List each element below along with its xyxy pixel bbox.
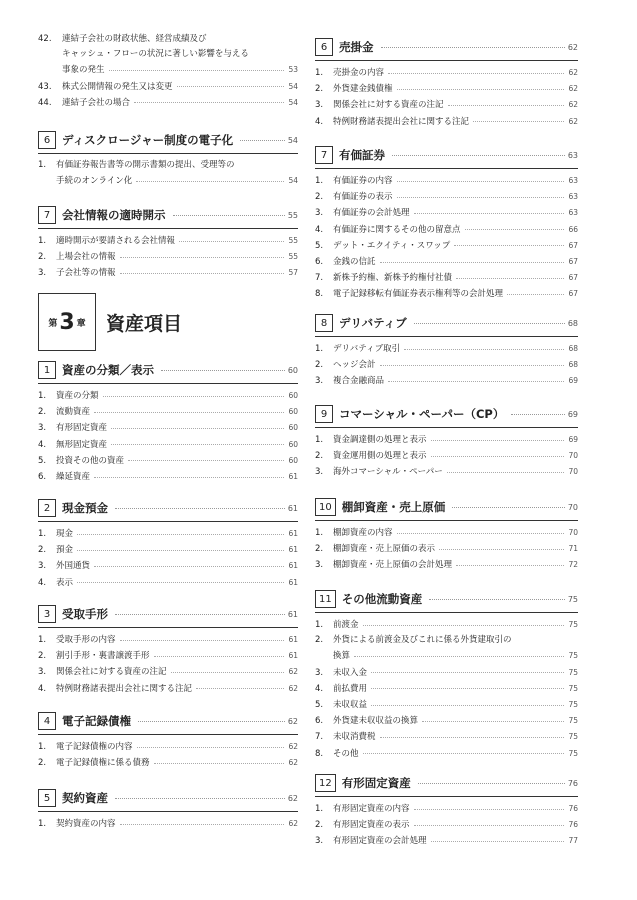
list-item[interactable]: 1. 適時開示が要請される会社情報 55 <box>38 236 298 246</box>
list-item[interactable]: 2. 流動資産 60 <box>38 407 298 418</box>
list-item[interactable]: 1. 有形固定資産の内容 76 <box>315 804 578 814</box>
section-page: 76 <box>567 778 578 788</box>
list-item[interactable]: 3. 有価証券の会計処理 63 <box>315 208 578 219</box>
list-item[interactable]: 6. 繰延資産 61 <box>38 472 298 483</box>
list-item[interactable]: 7. 未収消費税 75 <box>315 732 578 743</box>
section-page: 62 <box>287 716 298 726</box>
section-heading[interactable] <box>315 404 578 424</box>
chapter-title: 資産項目 <box>106 312 183 335</box>
section-heading[interactable] <box>38 711 298 731</box>
list-item[interactable]: 4. 表示 61 <box>38 577 298 588</box>
section-page: 54 <box>287 135 298 145</box>
list-item[interactable]: 3. 関係会社に対する資産の注記 62 <box>315 100 578 111</box>
list-item[interactable]: 2. 預金 61 <box>38 545 298 556</box>
section-page: 60 <box>287 365 298 375</box>
list-item[interactable]: 2. 資金運用側の処理と表示 70 <box>315 451 578 462</box>
section-title: その他流動資産 <box>341 592 423 606</box>
section-page: 69 <box>567 409 578 419</box>
list-item[interactable]: 3. 有形固定資産の会計処理 77 <box>315 836 578 847</box>
section-disclosure-electronic <box>38 130 298 189</box>
section-page: 62 <box>287 793 298 803</box>
list-item[interactable]: 2. 棚卸資産・売上原価の表示 71 <box>315 544 578 555</box>
list-item[interactable]: 5. 投資その他の資産 60 <box>38 455 298 466</box>
section-tangible-fixed-assets <box>315 773 578 850</box>
section-number: 6 <box>315 38 333 56</box>
section-securities <box>315 145 578 303</box>
section-number: 5 <box>38 789 56 807</box>
toc-continued-list <box>38 32 298 111</box>
list-item[interactable]: 3. 未収入金 75 <box>315 667 578 678</box>
section-inventory <box>315 497 578 574</box>
list-item[interactable]: 2. 外貨による前渡金及びこれに係る外貨建取引の <box>315 635 512 646</box>
list-item[interactable]: 3. 子会社等の情報 57 <box>38 268 298 279</box>
section-page: 68 <box>567 318 578 328</box>
list-item[interactable]: 1. 前渡金 75 <box>315 620 578 630</box>
list-item[interactable]: 5. 未収収益 75 <box>315 700 578 711</box>
section-title: 現金預金 <box>62 501 108 515</box>
section-number: 10 <box>315 498 336 516</box>
list-item[interactable]: 2. ヘッジ会計 68 <box>315 360 578 371</box>
list-item[interactable]: 7. 新株予約権、新株予約権付社債 67 <box>315 273 578 284</box>
list-item[interactable]: 1. 有価証券報告書等の開示書類の提出、受理等の <box>38 160 235 170</box>
section-heading[interactable] <box>315 589 578 609</box>
list-item-continuation[interactable]: 事象の発生 53 <box>62 65 298 76</box>
list-item[interactable]: 5. デット・エクイティ・スワップ 67 <box>315 240 578 251</box>
list-item-continuation[interactable]: 換算 75 <box>333 651 578 662</box>
list-item[interactable]: 1. 契約資産の内容 62 <box>38 819 298 829</box>
section-title: ディスクロージャー制度の電子化 <box>62 133 234 147</box>
section-title: 有形固定資産 <box>341 776 411 790</box>
section-page: 61 <box>287 503 298 513</box>
section-number: 6 <box>38 131 56 149</box>
section-asset-classification <box>38 360 298 485</box>
list-item[interactable]: 2. 有価証券の表示 63 <box>315 192 578 203</box>
section-electronic-claims <box>38 711 298 771</box>
list-item[interactable]: 3. 有形固定資産 60 <box>38 423 298 434</box>
section-title: 電子記録債権 <box>62 714 131 728</box>
list-item[interactable]: 2. 割引手形・裏書譲渡手形 61 <box>38 651 298 662</box>
list-item[interactable]: 2. 上場会社の情報 55 <box>38 252 298 263</box>
section-title: 棚卸資産・売上原価 <box>341 500 446 514</box>
list-item[interactable]: 3. 海外コマーシャル・ペーパー 70 <box>315 467 578 478</box>
list-item[interactable]: 6. 外貨建未収収益の換算 75 <box>315 716 578 727</box>
list-item[interactable]: 42. 連結子会社の財政状態、経営成績及び <box>38 34 207 44</box>
list-item[interactable]: 8. 電子記録移転有価証券表示権利等の会計処理 67 <box>315 289 578 300</box>
section-heading[interactable] <box>38 360 298 380</box>
section-page: 70 <box>567 502 578 512</box>
section-heading[interactable] <box>315 313 578 333</box>
list-item[interactable]: 1. 受取手形の内容 61 <box>38 635 298 645</box>
section-number: 8 <box>315 314 333 332</box>
list-item[interactable]: 2. 外貨建金銭債権 62 <box>315 84 578 95</box>
list-item[interactable]: 3. 外国通貨 61 <box>38 561 298 572</box>
section-number: 9 <box>315 405 333 423</box>
section-page: 75 <box>567 594 578 604</box>
section-number: 4 <box>38 712 56 730</box>
section-heading[interactable] <box>315 497 578 517</box>
section-heading[interactable] <box>38 130 298 150</box>
list-item[interactable]: 6. 金銭の信託 67 <box>315 257 578 268</box>
section-title: 受取手形 <box>62 607 108 621</box>
list-item[interactable]: 1. 資産の分類 60 <box>38 391 298 401</box>
section-heading[interactable] <box>38 498 298 518</box>
list-item[interactable]: 8. その他 75 <box>315 748 578 759</box>
list-item[interactable]: 1. 有価証券の内容 63 <box>315 176 578 186</box>
section-page: 63 <box>567 150 578 160</box>
section-number: 2 <box>38 499 56 517</box>
list-item[interactable]: 43. 株式公開情報の発生又は変更 54 <box>38 81 298 92</box>
section-heading[interactable] <box>315 773 578 793</box>
section-page: 55 <box>287 210 298 220</box>
list-item[interactable]: 44. 連結子会社の場合 54 <box>38 97 298 108</box>
list-item[interactable]: 4. 無形固定資産 60 <box>38 439 298 450</box>
section-commercial-paper <box>315 404 578 481</box>
section-number: 11 <box>315 590 336 608</box>
section-number: 12 <box>315 774 336 792</box>
list-item[interactable]: 2. 電子記録債権に係る債務 62 <box>38 758 298 769</box>
list-item[interactable]: 3. 複合金融商品 69 <box>315 376 578 387</box>
section-contract-assets <box>38 788 298 832</box>
section-title: 資産の分類／表示 <box>62 363 154 377</box>
section-number: 7 <box>315 146 333 164</box>
list-item-continuation[interactable]: 手続のオンライン化 54 <box>56 176 298 187</box>
list-item-continuation[interactable]: キャッシュ・フローの状況に著しい影響を与える <box>62 49 249 60</box>
section-heading[interactable] <box>38 205 298 225</box>
section-derivatives <box>315 313 578 390</box>
section-title: デリバティブ <box>339 316 407 330</box>
list-item[interactable]: 1. 資金調達側の処理と表示 69 <box>315 435 578 445</box>
list-item[interactable]: 3. 棚卸資産・売上原価の会計処理 72 <box>315 560 578 571</box>
list-item[interactable]: 1. 電子記録債権の内容 62 <box>38 742 298 752</box>
list-item[interactable]: 1. 棚卸資産の内容 70 <box>315 528 578 538</box>
list-item[interactable]: 1. デリバティブ取引 68 <box>315 344 578 354</box>
list-item[interactable]: 4. 特例財務諸表提出会社に関する注記 62 <box>315 116 578 127</box>
section-title: 有価証券 <box>339 148 385 162</box>
list-item[interactable]: 1. 現金 61 <box>38 529 298 539</box>
list-item[interactable]: 4. 有価証券に関するその他の留意点 66 <box>315 224 578 235</box>
chapter-number-box: 第 3 章 <box>38 293 96 351</box>
section-number: 7 <box>38 206 56 224</box>
section-other-current-assets <box>315 589 578 762</box>
section-timely-disclosure <box>38 205 298 282</box>
section-cash-deposits <box>38 498 298 591</box>
section-notes-receivable <box>38 604 298 697</box>
chapter-heading <box>38 293 182 351</box>
section-title: 会社情報の適時開示 <box>62 208 166 222</box>
section-number: 3 <box>38 605 56 623</box>
section-page: 62 <box>567 42 578 52</box>
list-item[interactable]: 2. 有形固定資産の表示 76 <box>315 820 578 831</box>
list-item[interactable]: 4. 前払費用 75 <box>315 683 578 694</box>
list-item[interactable]: 4. 特例財務諸表提出会社に関する注記 62 <box>38 683 298 694</box>
section-page: 61 <box>287 609 298 619</box>
section-title: コマーシャル・ペーパー（CP） <box>339 407 505 421</box>
section-heading[interactable] <box>315 145 578 165</box>
section-heading[interactable] <box>38 604 298 624</box>
section-heading[interactable] <box>38 788 298 808</box>
section-title: 契約資産 <box>62 791 108 805</box>
section-number: 1 <box>38 361 56 379</box>
section-title: 売掛金 <box>339 40 374 54</box>
list-item[interactable]: 1. 売掛金の内容 62 <box>315 68 578 78</box>
section-accounts-receivable <box>315 37 578 130</box>
section-heading[interactable] <box>315 37 578 57</box>
list-item[interactable]: 3. 関係会社に対する資産の注記 62 <box>38 667 298 678</box>
